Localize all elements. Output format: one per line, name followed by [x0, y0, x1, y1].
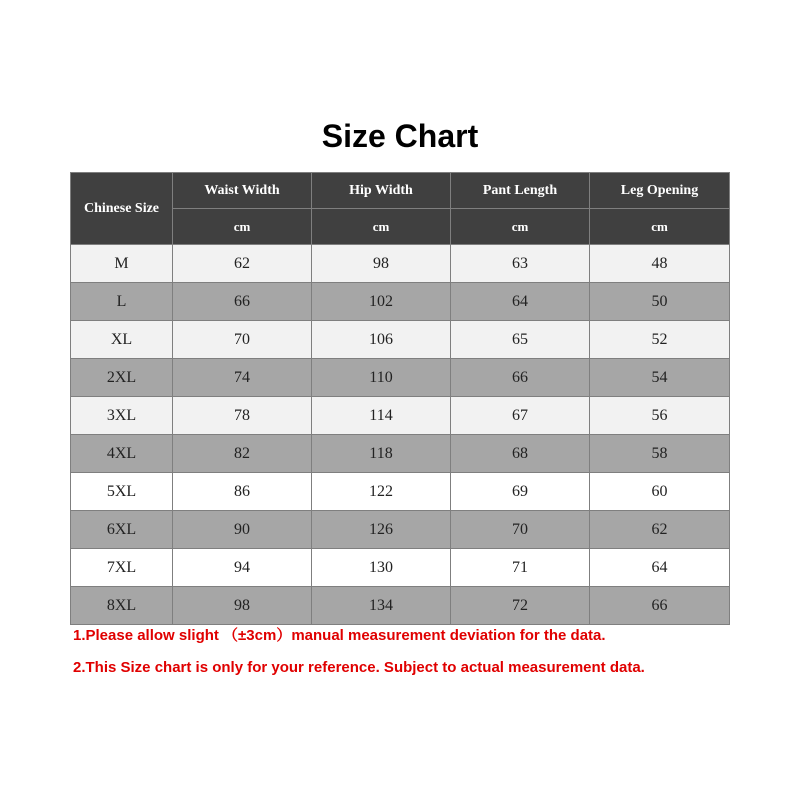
hip-width-cell: 118 — [312, 435, 451, 473]
pant-length-cell: 67 — [451, 397, 590, 435]
header-waist-width: Waist Width — [173, 173, 312, 209]
leg-opening-cell: 56 — [590, 397, 730, 435]
waist-width-cell: 90 — [173, 511, 312, 549]
table-row — [71, 397, 730, 435]
table-row — [71, 587, 730, 625]
size-cell: 2XL — [71, 359, 173, 397]
size-cell: 4XL — [71, 435, 173, 473]
header-hip-width: Hip Width — [312, 173, 451, 209]
table-row — [71, 473, 730, 511]
hip-width-cell: 122 — [312, 473, 451, 511]
leg-opening-cell: 50 — [590, 283, 730, 321]
waist-width-cell: 94 — [173, 549, 312, 587]
header-leg-opening: Leg Opening — [590, 173, 730, 209]
pant-length-cell: 70 — [451, 511, 590, 549]
hip-width-cell: 126 — [312, 511, 451, 549]
pant-length-cell: 64 — [451, 283, 590, 321]
table-row — [71, 549, 730, 587]
pant-length-cell: 68 — [451, 435, 590, 473]
hip-width-cell: 134 — [312, 587, 451, 625]
waist-width-cell: 78 — [173, 397, 312, 435]
leg-opening-cell: 62 — [590, 511, 730, 549]
waist-width-cell: 66 — [173, 283, 312, 321]
size-cell: 6XL — [71, 511, 173, 549]
leg-opening-cell: 48 — [590, 245, 730, 283]
hip-width-cell: 114 — [312, 397, 451, 435]
size-cell: 7XL — [71, 549, 173, 587]
waist-width-cell: 86 — [173, 473, 312, 511]
waist-width-cell: 98 — [173, 587, 312, 625]
leg-opening-cell: 58 — [590, 435, 730, 473]
pant-length-cell: 65 — [451, 321, 590, 359]
table-row — [71, 435, 730, 473]
size-cell: M — [71, 245, 173, 283]
size-cell: 8XL — [71, 587, 173, 625]
table-row — [71, 283, 730, 321]
leg-opening-cell: 64 — [590, 549, 730, 587]
size-cell: XL — [71, 321, 173, 359]
size-cell: L — [71, 283, 173, 321]
leg-opening-cell: 66 — [590, 587, 730, 625]
note-reference-only: 2.This Size chart is only for your reference. Subject to actual measurement data. — [73, 659, 645, 676]
hip-width-cell: 130 — [312, 549, 451, 587]
table-row — [71, 359, 730, 397]
hip-width-cell: 106 — [312, 321, 451, 359]
leg-opening-cell: 60 — [590, 473, 730, 511]
unit-leg-opening: cm — [590, 209, 730, 245]
header-pant-length: Pant Length — [451, 173, 590, 209]
header-chinese-size: Chinese Size — [71, 173, 173, 245]
table-row — [71, 511, 730, 549]
hip-width-cell: 110 — [312, 359, 451, 397]
pant-length-cell: 69 — [451, 473, 590, 511]
waist-width-cell: 82 — [173, 435, 312, 473]
waist-width-cell: 74 — [173, 359, 312, 397]
pant-length-cell: 66 — [451, 359, 590, 397]
size-chart-table — [70, 172, 730, 625]
unit-waist-width: cm — [173, 209, 312, 245]
hip-width-cell: 98 — [312, 245, 451, 283]
pant-length-cell: 71 — [451, 549, 590, 587]
note-measurement-deviation: 1.Please allow slight （±3cm）manual measurement deviation for the data. — [73, 627, 606, 644]
unit-hip-width: cm — [312, 209, 451, 245]
size-cell: 3XL — [71, 397, 173, 435]
table-row — [71, 321, 730, 359]
size-cell: 5XL — [71, 473, 173, 511]
leg-opening-cell: 52 — [590, 321, 730, 359]
pant-length-cell: 72 — [451, 587, 590, 625]
hip-width-cell: 102 — [312, 283, 451, 321]
pant-length-cell: 63 — [451, 245, 590, 283]
leg-opening-cell: 54 — [590, 359, 730, 397]
table-row — [71, 245, 730, 283]
unit-pant-length: cm — [451, 209, 590, 245]
waist-width-cell: 62 — [173, 245, 312, 283]
page-title: Size Chart — [321, 118, 479, 154]
waist-width-cell: 70 — [173, 321, 312, 359]
